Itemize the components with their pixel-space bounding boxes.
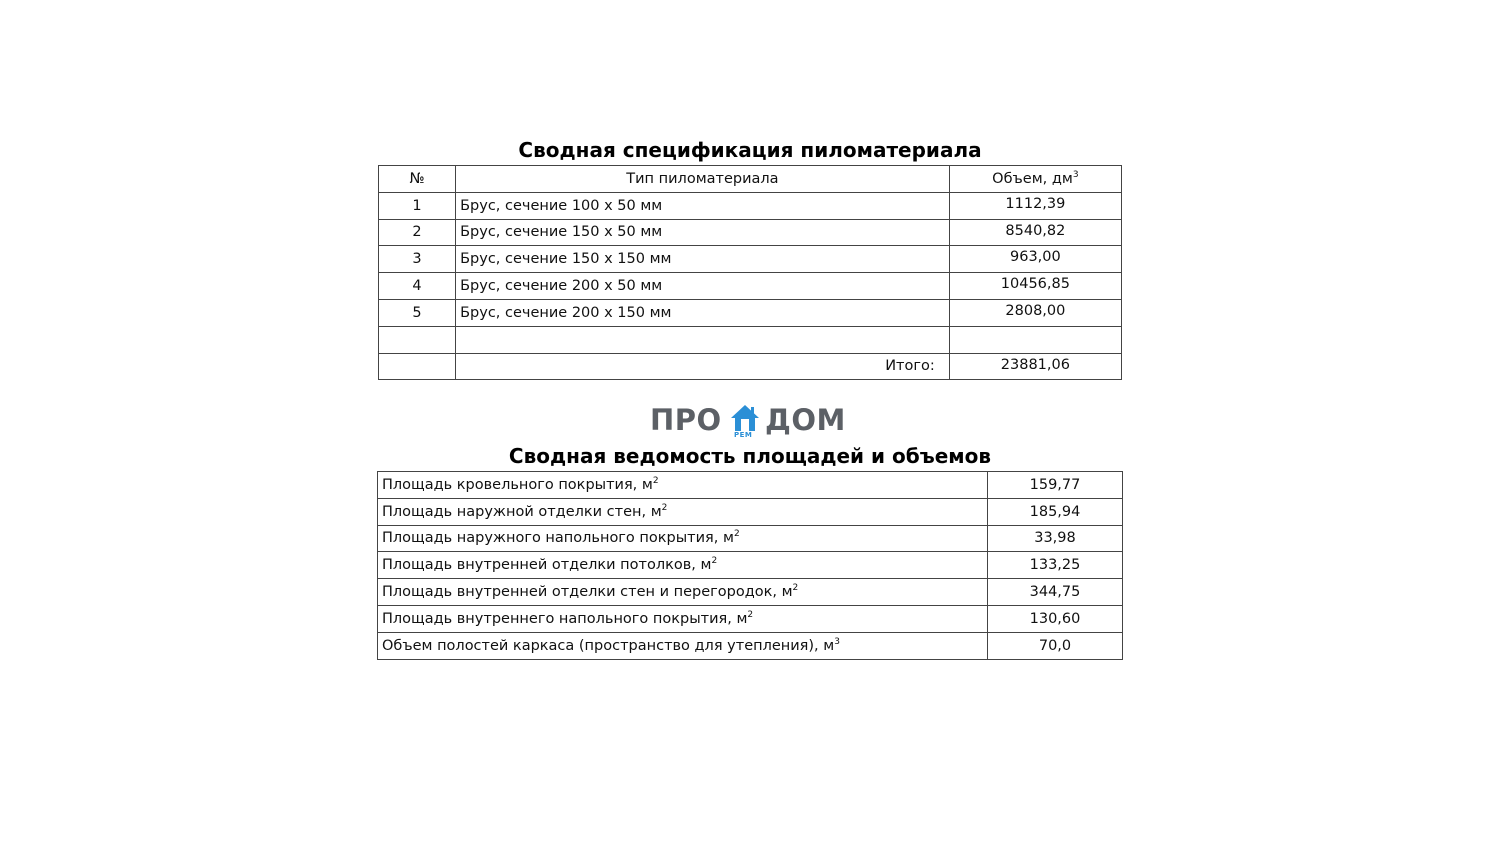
row-type: Брус, сечение 150 х 50 мм — [456, 219, 950, 246]
area-label — [378, 498, 988, 525]
areas-title: Сводная ведомость площадей и объемов — [508, 444, 992, 468]
row-volume: 8540,82 — [949, 219, 1121, 246]
empty-cell — [379, 353, 456, 380]
table-row — [379, 219, 1122, 246]
row-no: 3 — [379, 246, 456, 273]
area-unit-sup: 2 — [733, 529, 740, 540]
area-label-text: Площадь внутренней отделки стен и перегородок, м — [382, 584, 793, 601]
area-unit-sup: 2 — [661, 502, 668, 513]
table-row — [378, 472, 1123, 499]
total-value: 23881,06 — [949, 353, 1121, 380]
area-label — [378, 525, 988, 552]
table-row — [378, 579, 1123, 606]
area-label — [378, 579, 988, 606]
header-volume — [949, 166, 1121, 193]
table-row — [379, 192, 1122, 219]
table-row — [378, 632, 1123, 659]
table-row — [379, 299, 1122, 326]
empty-cell — [379, 326, 456, 353]
header-type: Тип пиломатериала — [456, 166, 950, 193]
row-type: Брус, сечение 150 х 150 мм — [456, 246, 950, 273]
empty-cell — [949, 326, 1121, 353]
row-volume: 1112,39 — [949, 192, 1121, 219]
area-unit-sup: 2 — [792, 583, 799, 594]
row-volume: 963,00 — [949, 246, 1121, 273]
house-icon — [730, 403, 760, 433]
table-row — [378, 605, 1123, 632]
area-value: 185,94 — [988, 498, 1123, 525]
area-value: 344,75 — [988, 579, 1123, 606]
empty-cell — [456, 326, 950, 353]
area-value: 133,25 — [988, 552, 1123, 579]
logo-subtext: РЕМ — [734, 431, 753, 439]
row-volume: 10456,85 — [949, 273, 1121, 300]
total-row — [379, 353, 1122, 380]
table-row — [379, 273, 1122, 300]
area-label — [378, 605, 988, 632]
area-label-text: Площадь наружной отделки стен, м — [382, 503, 662, 520]
row-type: Брус, сечение 200 х 50 мм — [456, 273, 950, 300]
area-label-text: Площадь внутренней отделки потолков, м — [382, 557, 712, 574]
area-value: 159,77 — [988, 472, 1123, 499]
area-value: 33,98 — [988, 525, 1123, 552]
header-volume-label: Объем, дм — [992, 170, 1073, 187]
area-unit-sup: 2 — [747, 609, 754, 620]
area-label — [378, 552, 988, 579]
row-type: Брус, сечение 200 х 150 мм — [456, 299, 950, 326]
row-no: 5 — [379, 299, 456, 326]
header-volume-sup: 3 — [1072, 169, 1079, 180]
lumber-spec-table — [378, 165, 1122, 380]
area-value: 70,0 — [988, 632, 1123, 659]
area-unit-sup: 2 — [652, 475, 659, 486]
table-row — [378, 525, 1123, 552]
area-label-text: Площадь наружного напольного покрытия, м — [382, 530, 734, 547]
area-value: 130,60 — [988, 605, 1123, 632]
prodom-logo — [650, 401, 850, 443]
row-type: Брус, сечение 100 х 50 мм — [456, 192, 950, 219]
areas-volumes-table — [377, 471, 1123, 660]
area-label-text: Площадь кровельного покрытия, м — [382, 476, 653, 493]
row-volume: 2808,00 — [949, 299, 1121, 326]
row-no: 2 — [379, 219, 456, 246]
area-unit-sup: 2 — [711, 556, 718, 567]
row-no: 4 — [379, 273, 456, 300]
spec-title: Сводная спецификация пиломатериала — [518, 138, 982, 162]
area-label-text: Объем полостей каркаса (пространство для утепления), м — [382, 637, 835, 654]
table-header-row — [379, 166, 1122, 193]
total-label: Итого: — [456, 353, 950, 380]
empty-row — [379, 326, 1122, 353]
table-row — [378, 552, 1123, 579]
table-row — [378, 498, 1123, 525]
area-label-text: Площадь внутреннего напольного покрытия, м — [382, 610, 748, 627]
table-row — [379, 246, 1122, 273]
area-label — [378, 472, 988, 499]
header-no: № — [379, 166, 456, 193]
logo-text-left: ПРО — [650, 403, 722, 437]
area-label — [378, 632, 988, 659]
area-unit-sup: 3 — [834, 636, 840, 647]
logo-text-right: ДОМ — [765, 403, 846, 437]
row-no: 1 — [379, 192, 456, 219]
